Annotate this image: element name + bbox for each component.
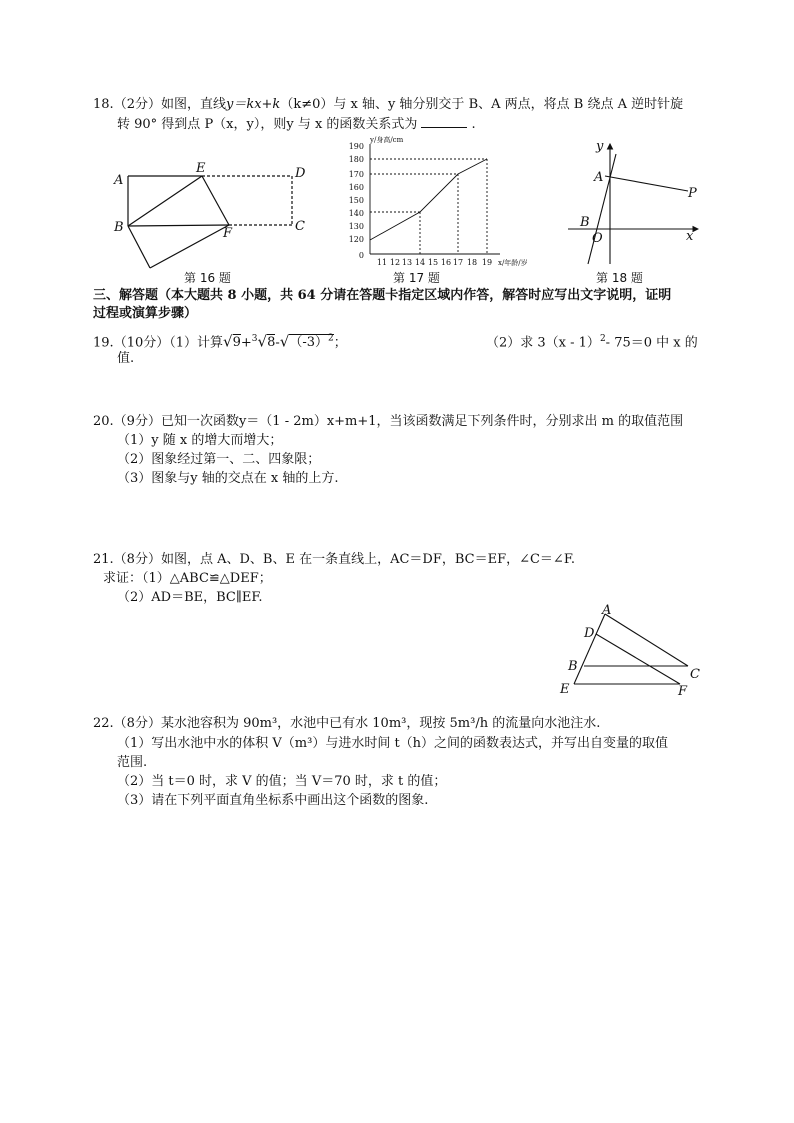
fig16-label-f: F [223,226,233,241]
fig16-label-d: D [295,166,306,181]
svg-text:17: 17 [452,258,464,267]
q22-sub3: （3）请在下列平面直角坐标系中画出这个函数的图象. [117,793,429,808]
fig21-label-e: E [560,682,570,697]
q20-line1: 20.（9分）已知一次函数y＝（1 - 2m）x+m+1，当该函数满足下列条件时，分别求出 m 的取值范围 [93,414,684,429]
q20-sub2: （2）图象经过第一、二、四象限； [117,452,321,467]
figure-16 [108,158,314,270]
svg-text:130: 130 [348,222,364,231]
fig21-label-d: D [584,626,595,641]
q22-line1: 22.（8分）某水池容积为 90m³，水池中已有水 10m³，现按 5m³/h 的流量向水池注水. [93,716,601,731]
svg-text:160: 160 [348,183,364,192]
q21-line3: （2）AD＝BE，BC∥EF. [117,590,263,605]
svg-text:150: 150 [348,196,364,205]
svg-text:12: 12 [389,258,401,267]
fig18-label-a: A [594,170,604,185]
q19-line2: 值. [117,351,135,366]
svg-text:14: 14 [414,258,426,267]
q20-sub1: （1）y 随 x 的增大而增大； [117,433,283,448]
fig16-caption: 第 16 题 [184,271,231,285]
q19-part2: （2）求 3（x - 1）$^2$- 75＝0 中 x 的 [486,334,698,351]
fig18-label-p: P [688,186,697,201]
svg-text:170: 170 [348,170,364,179]
fig17-ylabel: y/身高/cm [370,136,404,144]
fig18-label-y: y [596,139,604,154]
fig21-label-c: C [690,667,700,682]
svg-text:0: 0 [358,251,364,260]
fig16-label-e: E [196,161,206,176]
fig21-label-b: B [568,659,578,674]
svg-text:19: 19 [481,258,493,267]
q22-sub2: （2）当 t＝0 时，求 V 的值；当 V＝70 时，求 t 的值； [117,774,447,789]
q21-line2: 求证：（1）△ABC≌△DEF； [103,571,272,586]
section-3-heading: 三、解答题（本大题共 8 小题，共 64 分请在答题卡指定区域内作答，解答时应写出文字说明，证明 [93,288,672,303]
q20-sub3: （3）图象与y 轴的交点在 x 轴的上方. [117,471,339,486]
figure-21 [556,600,706,700]
fig17-xlabel: x/年龄/岁 [498,259,528,267]
svg-text:15: 15 [427,258,439,267]
fig16-label-b: B [114,220,124,235]
svg-text:140: 140 [348,209,364,218]
svg-text:18: 18 [466,258,478,267]
fig21-label-f: F [678,684,688,699]
svg-text:13: 13 [401,258,413,267]
svg-text:16: 16 [440,258,452,267]
svg-text:180: 180 [348,155,364,164]
answer-blank[interactable] [421,115,467,128]
fig18-label-x: x [686,229,694,244]
section-3-heading-cont: 过程或演算步骤） [93,306,198,321]
q18-line2: 转 90° 得到点 P（x，y），则y 与 x 的函数关系式为 . [117,117,476,132]
q22-sub1: （1）写出水池中水的体积 V（m³）与进水时间 t（h）之间的函数表达式，并写出自变量的取值 [117,736,669,751]
q19-line1: 19.（10分）（1）计算$√9+^3√8-√(-3)^2$； [93,332,347,351]
svg-text:120: 120 [348,235,364,244]
q21-line1: 21.（8分）如图，点 A、D、B、E 在一条直线上，AC＝DF，BC＝EF，∠C＝∠F. [93,552,575,567]
figure-18 [560,136,710,270]
fig18-caption: 第 18 题 [596,271,643,285]
q18-line1: 18.（2分）如图，直线y＝kx+k（k≠0）与 x 轴、y 轴分别交于 B、A 两点，将点 B 绕点 A 逆时针旋 [93,97,684,112]
q22-sub1-cont: 范围. [117,755,148,770]
fig17-caption: 第 17 题 [393,271,440,285]
fig16-label-c: C [295,219,305,234]
fig18-label-b: B [580,215,590,230]
svg-text:11: 11 [376,258,388,267]
figure-17 [340,134,540,268]
fig16-label-a: A [114,173,124,188]
fig21-label-a: A [602,603,612,618]
fig18-label-o: O [592,231,603,246]
svg-text:190: 190 [348,142,364,151]
